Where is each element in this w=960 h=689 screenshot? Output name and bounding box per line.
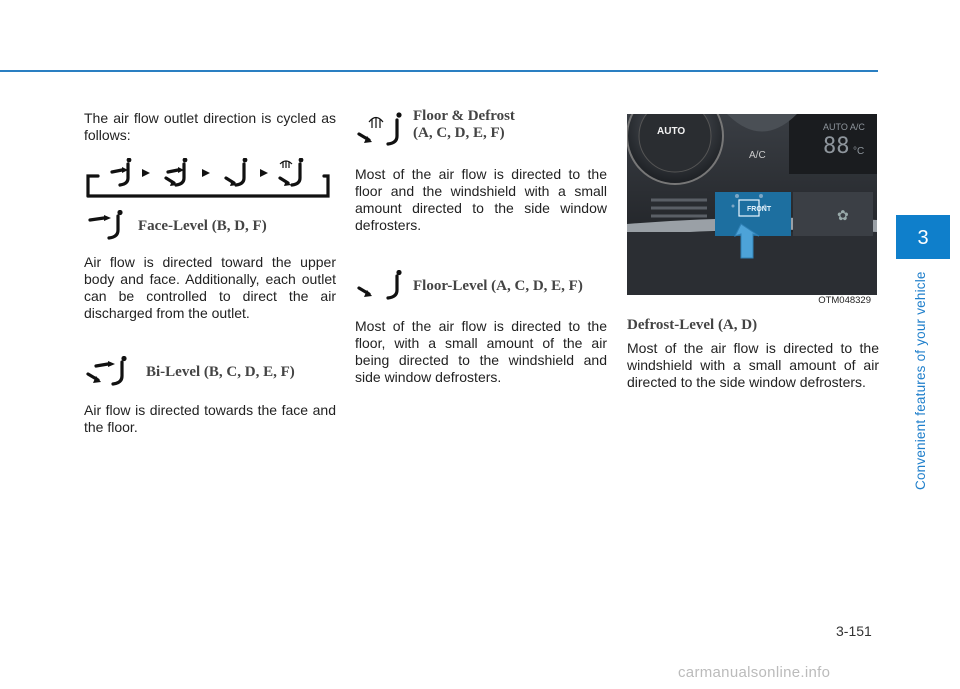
top-rule [0, 70, 878, 72]
defrost-level-title: Defrost-Level (A, D) [627, 317, 758, 333]
intro-text: The air flow outlet direction is cycled as follows: [84, 110, 336, 143]
defrost-level-body: Most of the air flow is directed to the windshield with a small amount of air directed to the side window defrosters. [627, 340, 879, 390]
floor-defrost-title-2: (A, C, D, E, F) [413, 125, 505, 141]
cycle-icon [84, 158, 334, 198]
floor-level-body: Most of the air flow is directed to the floor, with a small amount of the air being directed to the windshield and side window defrosters. [355, 318, 607, 385]
airflow-cycle-diagram [84, 158, 336, 198]
bi-level-title: Bi-Level (B, C, D, E, F) [146, 363, 295, 380]
floor-level-title: Floor-Level (A, C, D, E, F) [413, 277, 583, 294]
bi-level-body: Air flow is directed towards the face and the floor. [84, 402, 336, 435]
climate-control-photo [627, 114, 877, 309]
floor-defrost-heading [355, 108, 607, 148]
ac-label: A/C [749, 150, 766, 161]
section-number: 3 [917, 227, 929, 249]
page-number: 3-151 [836, 623, 872, 639]
bi-level-icon [84, 356, 140, 388]
section-title-vertical [913, 271, 928, 490]
front-defrost-label: FRONT [747, 206, 772, 213]
face-level-title: Face-Level (B, D, F) [138, 217, 267, 234]
column-left [84, 110, 336, 436]
floor-defrost-title-1: Floor & Defrost [413, 108, 515, 124]
auto-label: AUTO [657, 126, 686, 137]
floor-defrost-icon [355, 108, 409, 148]
bi-level-heading [84, 356, 336, 388]
display-unit: °C [853, 146, 865, 157]
section-title: Convenient features of your vehicle [913, 271, 928, 490]
face-level-heading [84, 210, 336, 242]
column-middle [355, 110, 607, 386]
face-level-icon [84, 210, 132, 242]
floor-defrost-body: Most of the air flow is directed to the floor and the windshield with a small amount directed to the side window defrosters. [355, 166, 607, 233]
watermark: carmanualsonline.info [678, 664, 831, 681]
face-level-body: Air flow is directed toward the upper body and face. Additionally, each outlet can be controlled to direct the air discharged from the outlet. [84, 254, 336, 321]
photo-caption: OTM048329 [818, 295, 871, 306]
floor-level-heading [355, 270, 607, 302]
section-tab [896, 215, 950, 259]
floor-level-icon [355, 270, 409, 302]
display-digits: 88 [823, 134, 850, 159]
svg-text:✿: ✿ [837, 208, 849, 224]
display-mode-label: AUTO A/C [823, 122, 865, 132]
column-right [627, 114, 879, 391]
